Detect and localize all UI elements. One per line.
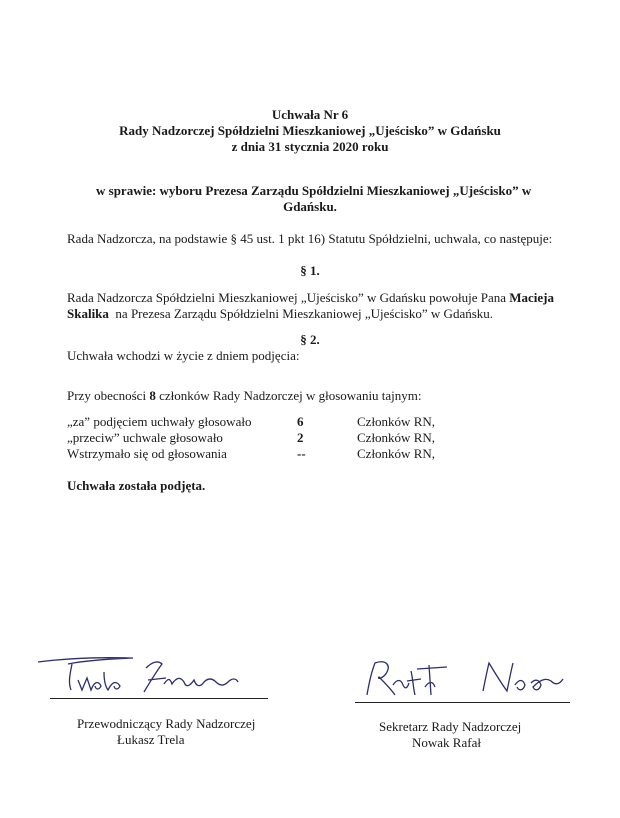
attendance-suffix: członków Rady Nadzorczej w głosowaniu tajnym: [155, 388, 422, 403]
section-1-text: Rada Nadzorcza Spółdzielni Mieszkaniowej „Ujeścisko” w Gdańsku powołuje Pana [67, 290, 510, 305]
appointee-first-name: Macieja [509, 290, 555, 305]
section-1-text-cont: na Prezesa Zarządu Spółdzielni Mieszkaniowej „Ujeścisko” w Gdańsku. [108, 306, 494, 321]
section-1-heading: § 1. [300, 263, 320, 278]
intro-paragraph: Rada Nadzorcza, na podstawie § 45 ust. 1 pkt 16) Statutu Spółdzielni, uchwala, co następuje: [67, 231, 553, 246]
chairman-signature-line [50, 698, 268, 699]
appointee-surname: Skalika [67, 306, 109, 321]
section-1-line-2 [67, 306, 493, 322]
resolution-number: Uchwała Nr 6 [271, 107, 349, 122]
secretary-signature-line [355, 702, 570, 703]
resolution-date: z dnia 31 stycznia 2020 roku [231, 139, 389, 154]
secretary-role: Sekretarz Rady Nadzorczej [379, 719, 522, 734]
vote-unit: Członków RN, [357, 414, 435, 429]
vote-count: 6 [297, 414, 304, 429]
subject-line-2: Gdańsku. [283, 199, 337, 214]
section-1-line-1 [67, 290, 554, 306]
vote-label: Wstrzymało się od głosowania [67, 446, 227, 461]
attendance-count: 8 [149, 388, 156, 403]
resolution-body: Rady Nadzorczej Spółdzielni Mieszkaniowej „Ujeścisko” w Gdańsku [119, 123, 501, 138]
chairman-handwritten-signature [38, 652, 268, 702]
chairman-role: Przewodniczący Rady Nadzorczej [77, 716, 256, 731]
resolution-result: Uchwała została podjęta. [67, 478, 206, 493]
chairman-name: Łukasz Trela [117, 732, 185, 747]
vote-unit: Członków RN, [357, 430, 435, 445]
secretary-handwritten-signature [355, 655, 585, 705]
subject-line-1: w sprawie: wyboru Prezesa Zarządu Spółdzielni Mieszkaniowej „Ujeścisko” w [96, 183, 532, 198]
section-2-heading: § 2. [300, 332, 320, 347]
vote-count: 2 [297, 430, 304, 445]
secretary-name: Nowak Rafał [412, 735, 481, 750]
attendance-line [67, 388, 422, 404]
section-2-text: Uchwała wchodzi w życie z dniem podjęcia: [67, 348, 300, 363]
vote-unit: Członków RN, [357, 446, 435, 461]
vote-count: -- [297, 446, 306, 461]
vote-label: „przeciw” uchwale głosowało [67, 430, 223, 445]
vote-label: „za” podjęciem uchwały głosowało [67, 414, 252, 429]
attendance-prefix: Przy obecności [67, 388, 150, 403]
